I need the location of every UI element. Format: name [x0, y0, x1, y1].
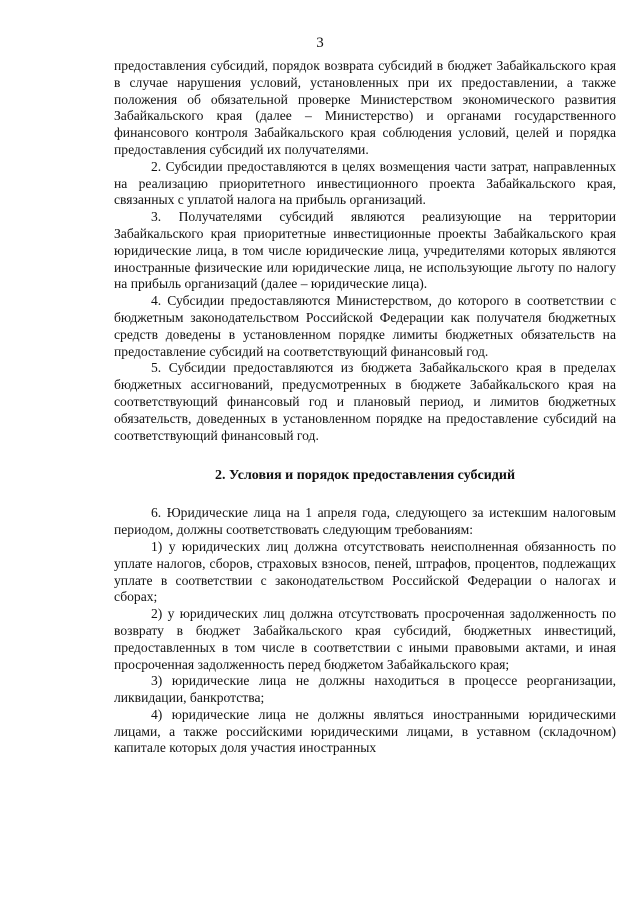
page-number: 3	[316, 35, 324, 51]
requirement-item-2: 2) у юридических лиц должна отсутствовать просроченная задолженность по возврату в бюджет Забайкальского края субсидий, бюджетных инвестиций, предоставленных в том числе в соответствии с иными правовыми актами, и иная просроченная задолженность перед бюджетом Забайкальского края;	[114, 606, 616, 672]
document-body	[114, 58, 616, 757]
paragraph-4: 4. Субсидии предоставляются Министерством, до которого в соответствии с бюджетным законодательством Российской Федерации как получателя бюджетных средств доведены в установленном порядке лимиты бюджетных обязательств на предоставление субсидий на соответствующий финансовый год.	[114, 293, 616, 359]
section-heading: 2. Условия и порядок предоставления субсидий	[214, 468, 516, 484]
paragraph-1-continuation: предоставления субсидий, порядок возврата субсидий в бюджет Забайкальского края в случае нарушения условий, установленных при их предоставлении, а также положения об обязательной проверке Министерством экономического развития Забайкальского края (далее – Министерство) и органами государственного финансового контроля Забайкальского края соблюдения условий, целей и порядка предоставления субсидий их получателями.	[114, 58, 616, 157]
requirement-item-4: 4) юридические лица не должны являться иностранными юридическими лицами, а также российскими юридическими лицами, в уставном (складочном) капитале которых доля участия иностранных	[114, 706, 616, 756]
requirement-item-1: 1) у юридических лиц должна отсутствовать неисполненная обязанность по уплате налогов, сборов, страховых взносов, пеней, штрафов, процентов, подлежащих уплате в соответствии с законодательством Российской Федерации о налогах и сборах;	[114, 538, 616, 605]
requirement-item-3: 3) юридические лица не должны находиться в процессе реорганизации, ликвидации, банкротства;	[114, 673, 616, 706]
paragraph-3: 3. Получателями субсидий являются реализующие на территории Забайкальского края приоритетные инвестиционные проекты Забайкальского края юридические лица, в том числе юридические лица, учредителями которых являются иностранные физические или юридические лица, не использующие льготу по налогу на прибыль организаций (далее – юридические лица).	[114, 209, 616, 292]
paragraph-2: 2. Субсидии предоставляются в целях возмещения части затрат, направленных на реализацию приоритетного инвестиционного проекта Забайкальского края, связанных с уплатой налога на прибыль организаций.	[114, 158, 616, 208]
paragraph-6: 6. Юридические лица на 1 апреля года, следующего за истекшим налоговым периодом, должны соответствовать следующим требованиям:	[114, 505, 616, 538]
paragraph-5: 5. Субсидии предоставляются из бюджета Забайкальского края в пределах бюджетных ассигнований, предусмотренных в бюджете Забайкальского края на соответствующий финансовый год и плановый период, и лимитов бюджетных обязательств, доведенных в установленном порядке на предоставление субсидий на соответствующий финансовый год.	[114, 360, 616, 443]
